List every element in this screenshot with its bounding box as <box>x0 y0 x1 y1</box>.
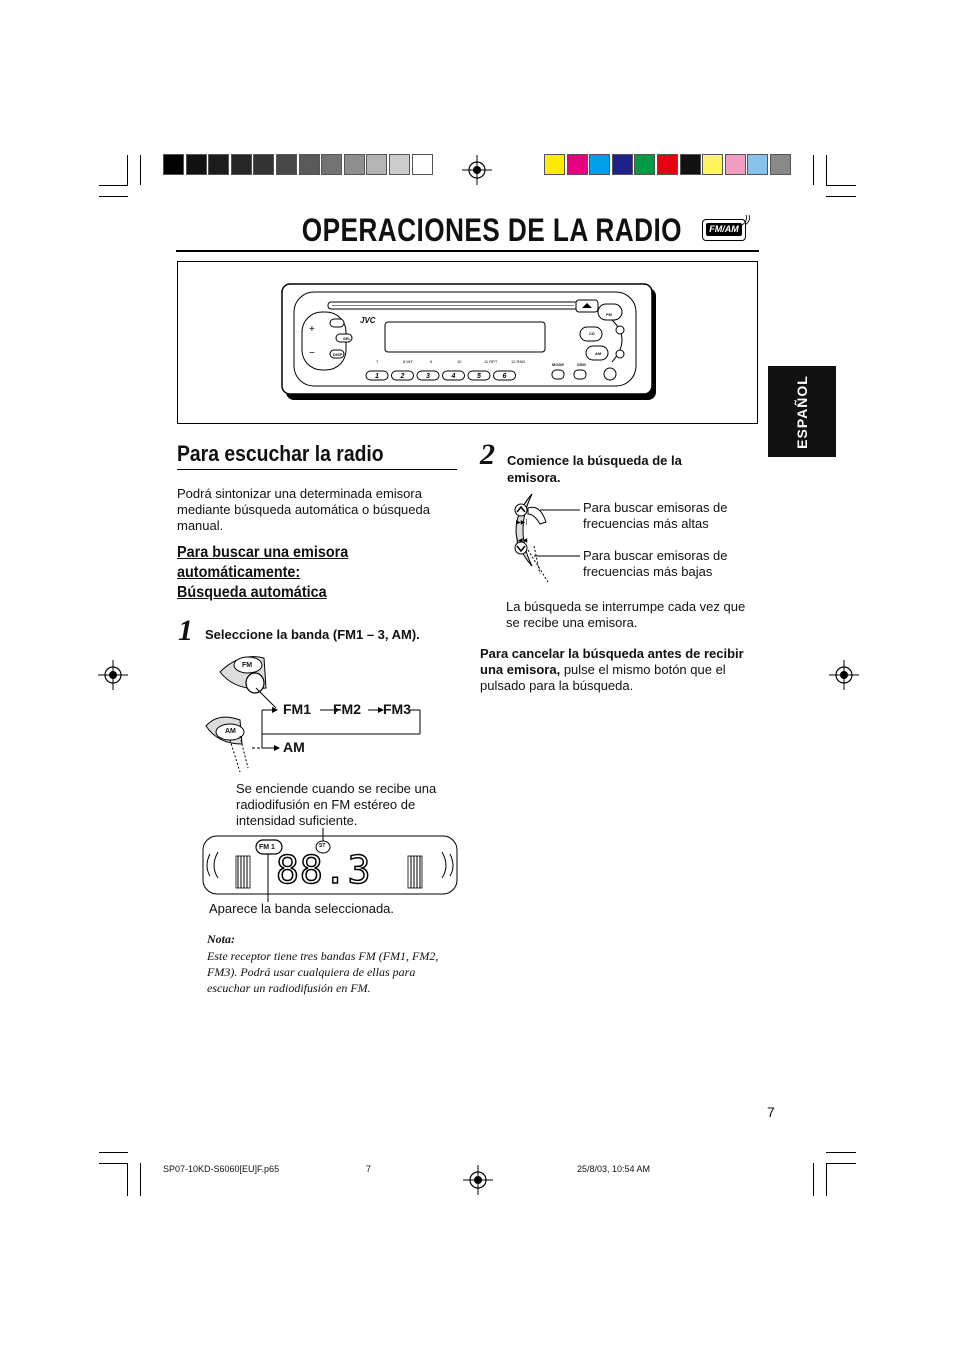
registration-target-bottom <box>463 1165 493 1195</box>
fm-am-icon-label: FM/AM <box>706 223 742 236</box>
svg-text:−: − <box>309 348 315 359</box>
color-swatch <box>299 154 320 175</box>
device-label-disp: DISP <box>333 352 343 357</box>
color-swatch <box>163 154 184 175</box>
preset-function-label: 7 <box>376 359 379 364</box>
device-label-ssm: SSM <box>577 362 586 367</box>
seek-higher-note <box>583 500 728 532</box>
step-2-line-2: emisora. <box>507 470 561 485</box>
intro-paragraph <box>177 486 430 534</box>
higher-note-line-2: frecuencias más altas <box>583 516 709 531</box>
preset-function-label: 11 RPT <box>484 359 498 364</box>
intro-line-1: Podrá sintonizar una determinada emisora <box>177 486 422 501</box>
color-swatch <box>344 154 365 175</box>
preset-button-label: 4 <box>451 373 456 380</box>
step-2-number: 2 <box>480 438 495 471</box>
color-swatch <box>567 154 588 175</box>
car-stereo-illustration <box>280 282 662 406</box>
st-note-line-2: radiodifusión en FM estéreo de <box>236 797 416 812</box>
step-1-number: 1 <box>178 614 193 647</box>
color-swatch <box>634 154 655 175</box>
stereo-indicator-note <box>236 781 436 829</box>
device-brand: JVC <box>360 316 376 325</box>
language-tab-label: ESPAÑOL <box>794 375 810 449</box>
subheading-line-1: Para buscar una emisora <box>177 544 349 561</box>
color-swatch <box>770 154 791 175</box>
section-heading-rule <box>177 469 457 470</box>
color-swatch <box>231 154 252 175</box>
preset-function-label: 8 INT <box>403 359 413 364</box>
color-swatch <box>208 154 229 175</box>
device-label-fm: FM <box>606 312 612 317</box>
step-2-line-1: Comience la búsqueda de la <box>507 453 682 468</box>
registration-target-left <box>98 660 128 690</box>
footer-file-page: 7 <box>366 1164 372 1174</box>
preset-function-label: 12 RND <box>511 359 526 364</box>
intro-line-2: mediante búsqueda automática o búsqueda <box>177 502 430 517</box>
band-selection-diagram <box>200 648 430 788</box>
color-swatch <box>321 154 342 175</box>
note-line-2: FM3). Podrá usar cualquiera de ellas para <box>207 965 416 979</box>
color-swatch <box>725 154 746 175</box>
lcd-frequency-digits: 88.3 <box>276 848 372 892</box>
search-interrupt-note <box>506 599 745 631</box>
page-title: OPERACIONES DE LA RADIO <box>301 212 682 248</box>
color-swatch <box>186 154 207 175</box>
higher-note-line-1: Para buscar emisoras de <box>583 500 728 515</box>
band-fm2: FM2 <box>333 701 361 717</box>
note-line-3: escuchar un radiodifusión en FM. <box>207 981 371 995</box>
language-tab <box>768 366 836 457</box>
color-swatch <box>412 154 433 175</box>
fm-button-label: FM <box>242 662 253 669</box>
note-text <box>207 948 438 996</box>
subheading-line-2: automáticamente: <box>177 564 301 581</box>
svg-text:|◀◀: |◀◀ <box>516 537 528 544</box>
lower-note-line-2: frecuencias más bajas <box>583 564 713 579</box>
st-note-line-1: Se enciende cuando se recibe una <box>236 781 437 796</box>
step-2-text <box>507 452 682 486</box>
title-rule <box>176 250 759 252</box>
band-am: AM <box>283 739 305 755</box>
cancel-search-paragraph <box>480 646 744 694</box>
interrupt-line-2: se recibe una emisora. <box>506 615 638 630</box>
color-swatch <box>366 154 387 175</box>
preset-button-label: 1 <box>375 373 379 380</box>
registration-target-right <box>829 660 859 690</box>
cancel-rest-1: pulse el mismo botón que el <box>560 662 726 677</box>
color-swatch <box>680 154 701 175</box>
band-fm3: FM3 <box>383 701 411 717</box>
note-line-1: Este receptor tiene tres bandas FM (FM1, FM2, <box>207 949 439 963</box>
st-note-line-3: intensidad suficiente. <box>236 813 358 828</box>
color-swatch <box>612 154 633 175</box>
band-display-note: Aparece la banda seleccionada. <box>209 901 395 916</box>
seek-lower-note <box>583 548 728 580</box>
device-label-sel: SEL <box>343 336 351 341</box>
color-swatch <box>747 154 768 175</box>
seek-buttons-diagram <box>500 490 590 586</box>
section-heading: Para escuchar la radio <box>177 441 384 466</box>
lcd-band-indicator: FM 1 <box>259 844 275 851</box>
footer-date: 25/8/03, 10:54 AM <box>577 1164 651 1174</box>
preset-button-label: 5 <box>477 373 481 380</box>
color-swatch <box>702 154 723 175</box>
preset-button-label: 6 <box>502 373 507 380</box>
footer-file: SP07-10KD-S6060[EU]F.p65 <box>163 1164 280 1174</box>
lower-note-line-1: Para buscar emisoras de <box>583 548 728 563</box>
device-label-mode: MODE <box>552 362 564 367</box>
preset-function-label: 9 <box>430 359 433 364</box>
device-label-am: AM <box>595 351 602 356</box>
note-title: Nota: <box>207 932 235 946</box>
color-swatch <box>389 154 410 175</box>
registration-target-top <box>462 155 492 185</box>
svg-text:▶▶|: ▶▶| <box>516 519 528 526</box>
preset-button-label: 2 <box>400 373 405 380</box>
svg-text:+: + <box>309 324 315 335</box>
color-swatch <box>253 154 274 175</box>
intro-line-3: manual. <box>177 518 224 533</box>
band-fm1: FM1 <box>283 701 311 717</box>
color-swatch <box>276 154 297 175</box>
color-swatch <box>544 154 565 175</box>
preset-button-label: 3 <box>426 373 430 380</box>
cancel-rest-2: pulsado para la búsqueda. <box>480 678 634 693</box>
lcd-stereo-indicator: ST <box>319 843 326 849</box>
device-label-cd: CD <box>589 331 595 336</box>
subheading-line-3: Búsqueda automática <box>177 584 327 601</box>
color-swatch <box>657 154 678 175</box>
preset-function-label: 10 <box>457 359 462 364</box>
step-1-text: Seleccione la banda (FM1 – 3, AM). <box>205 627 420 642</box>
interrupt-line-1: La búsqueda se interrumpe cada vez que <box>506 599 746 614</box>
page-number: 7 <box>767 1104 775 1120</box>
am-button-label: AM <box>225 728 236 735</box>
cancel-bold-2: una emisora, <box>480 662 561 677</box>
color-swatch <box>589 154 610 175</box>
fm-am-icon <box>702 217 750 243</box>
cancel-bold-1: Para cancelar la búsqueda antes de recibir <box>480 646 744 661</box>
auto-search-subheading <box>177 543 348 603</box>
